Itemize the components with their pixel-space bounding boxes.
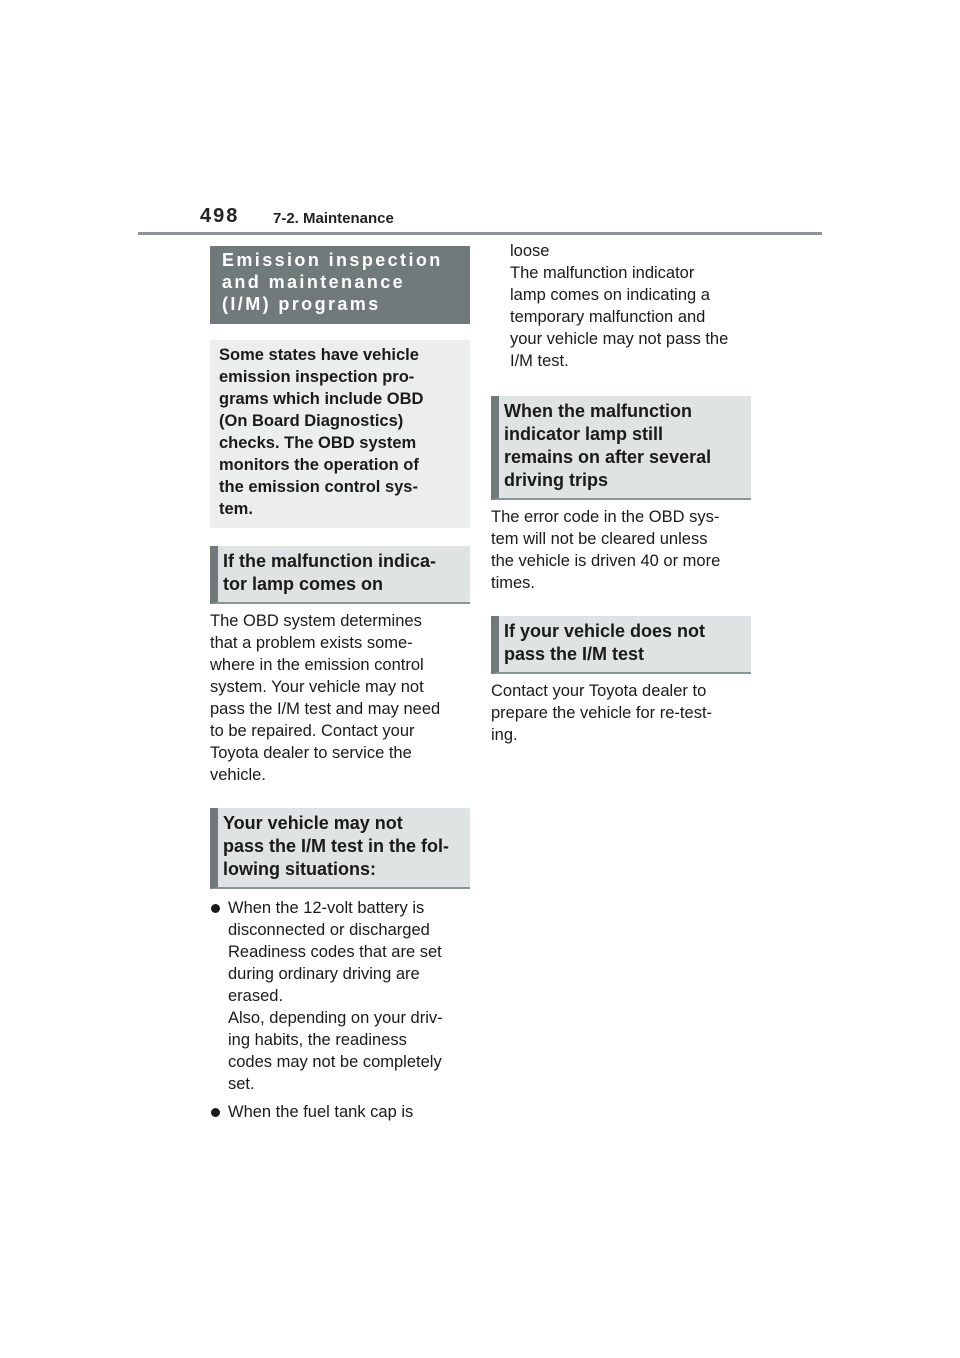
bullet-fuel-cap-continued: loose The malfunction indicator lamp comes on indicating a temporary malfunction and your vehicle may not pass the I/M test. xyxy=(510,242,729,370)
text-lamp-remains-on: The error code in the OBD sys- tem will not be cleared unless the vehicle is driven 40 or more times. xyxy=(491,508,721,592)
text-does-not-pass: Contact your Toyota dealer to prepare the vehicle for re-test- ing. xyxy=(491,682,713,744)
bullet-battery xyxy=(210,897,470,1095)
text-lamp-comes-on: The OBD system determines that a problem exists some- where in the emission control system. Your vehicle may not pass the I/M test and may need to be repaired. Contact your Toyota dealer to service the vehicle. xyxy=(210,612,441,784)
bullet-fuel-cap-text: When the fuel tank cap is xyxy=(228,1103,414,1121)
section-title: 7-2. Maintenance xyxy=(273,210,394,227)
main-heading: Emission inspection and maintenance (I/M) programs xyxy=(210,246,470,324)
heading-lamp-remains-on: When the malfunction indicator lamp still remains on after several driving trips xyxy=(491,396,751,500)
heading-lamp-comes-on: If the malfunction indica- tor lamp comes on xyxy=(210,546,470,604)
left-column xyxy=(210,246,470,1123)
heading-does-not-pass: If your vehicle does not pass the I/M test xyxy=(491,616,751,674)
bullet-fuel-cap xyxy=(210,1101,470,1123)
bullet-dot-icon xyxy=(211,1108,220,1117)
intro-box: Some states have vehicle emission inspection pro- grams which include OBD (On Board Diagnostics) checks. The OBD system monitors the operation of the emission control sys- tem. xyxy=(210,340,470,528)
right-column xyxy=(491,240,751,746)
heading-may-not-pass: Your vehicle may not pass the I/M test in the fol- lowing situations: xyxy=(210,808,470,889)
bullet-dot-icon xyxy=(211,904,220,913)
bullet-battery-text: When the 12-volt battery is disconnected or discharged Readiness codes that are set during ordinary driving are erased. Also, depending on your driv- ing habits, the readiness codes may not be completely set. xyxy=(228,899,443,1093)
header-rule xyxy=(138,232,822,235)
page-number: 498 xyxy=(200,205,240,227)
